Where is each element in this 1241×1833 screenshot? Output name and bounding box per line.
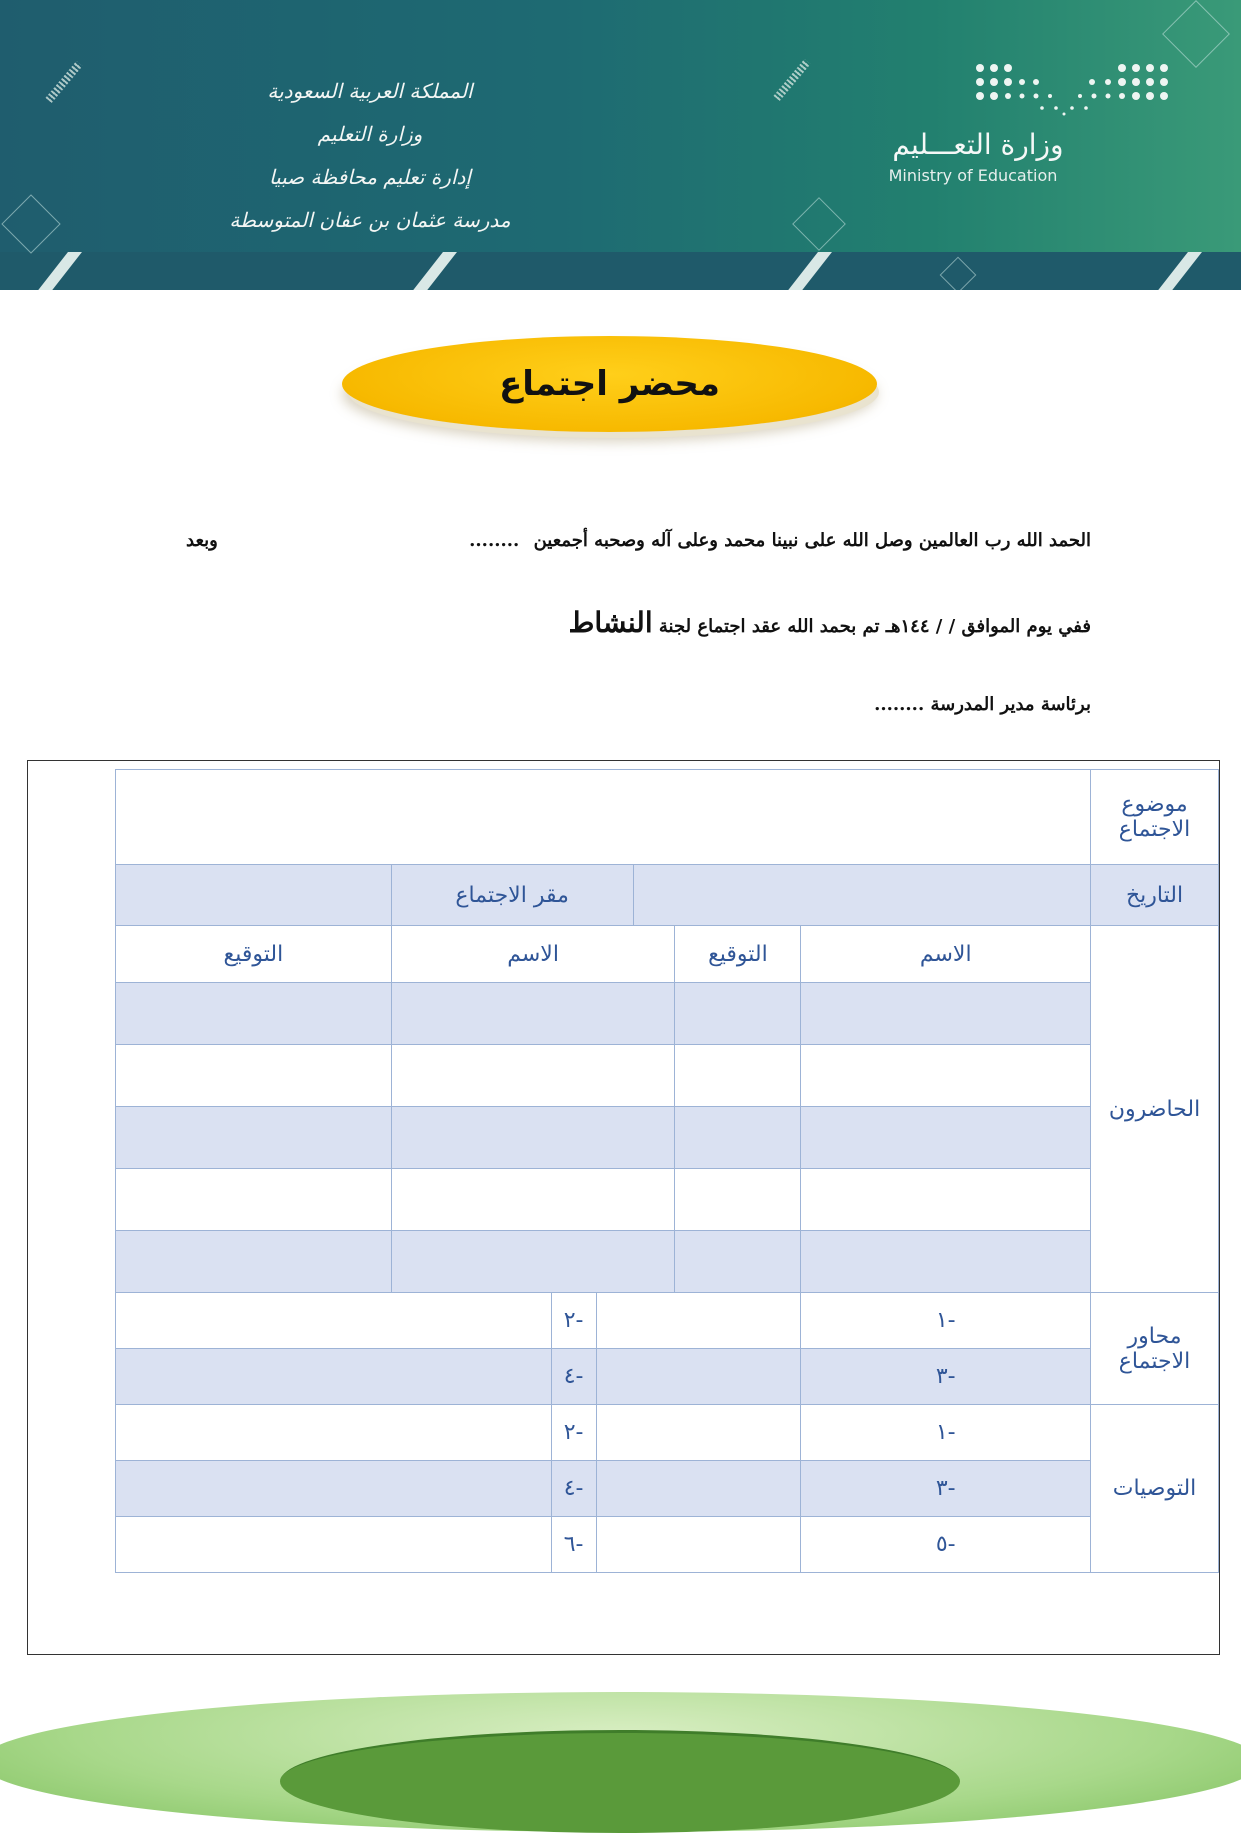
attendee-name-field[interactable] — [391, 1045, 675, 1107]
intro-line-praise — [131, 530, 1091, 551]
chair-text: برئاسة مدير المدرسة — [930, 694, 1091, 715]
attendee-name-field[interactable] — [391, 983, 675, 1045]
attendee-signature-field[interactable] — [116, 1107, 392, 1169]
committee-name: النشاط — [568, 606, 653, 639]
after-word: وبعد — [186, 530, 218, 551]
attendees-label: الحاضرون — [1091, 926, 1219, 1293]
attendee-signature-field[interactable] — [675, 1231, 801, 1293]
school-name: مدرسة عثمان بن عفان المتوسطة — [229, 208, 511, 232]
ministry-logo-english: Ministry of Education — [888, 166, 1058, 185]
diamond-ornament — [792, 197, 846, 251]
attendee-name-field[interactable] — [391, 1107, 675, 1169]
topic-field[interactable] — [116, 770, 1091, 865]
footer-inner-decoration — [280, 1730, 960, 1833]
item-number: -٣ — [801, 1461, 1091, 1517]
attendee-signature-field[interactable] — [116, 1169, 392, 1231]
praise-dots: ........ — [469, 530, 520, 551]
intro-line-chair — [131, 694, 1091, 715]
axis-field[interactable] — [116, 1293, 552, 1349]
attendee-signature-field[interactable] — [675, 983, 801, 1045]
item-number: -٥ — [801, 1517, 1091, 1573]
attendee-name-field[interactable] — [801, 983, 1091, 1045]
item-number: -٢ — [551, 1405, 596, 1461]
item-number: -١ — [801, 1293, 1091, 1349]
item-number: -٣ — [801, 1349, 1091, 1405]
attendee-name-field[interactable] — [801, 1169, 1091, 1231]
item-number: -٦ — [551, 1517, 596, 1573]
ministry-logo-icon — [972, 62, 1172, 118]
attendee-name-field[interactable] — [801, 1045, 1091, 1107]
axes-label: محاور الاجتماع — [1091, 1293, 1219, 1405]
intro-line-meeting — [131, 606, 1091, 639]
meeting-form-table — [115, 769, 1219, 1573]
diamond-ornament — [1162, 0, 1230, 68]
attendee-name-field[interactable] — [801, 1231, 1091, 1293]
praise-text: الحمد الله رب العالمين وصل الله على نبينا محمد وعلى آله وصحبه أجمعين — [533, 530, 1091, 551]
recommendation-field[interactable] — [596, 1405, 801, 1461]
item-number: -٢ — [551, 1293, 596, 1349]
country-name: المملكة العربية السعودية — [267, 79, 473, 103]
attendee-name-field[interactable] — [391, 1231, 675, 1293]
attendee-signature-field[interactable] — [116, 1231, 392, 1293]
name-header: الاسم — [801, 926, 1091, 983]
ministry-logo-arabic: وزارة التعـــليم — [892, 128, 1064, 161]
recommendation-field[interactable] — [596, 1517, 801, 1573]
attendee-signature-field[interactable] — [675, 1107, 801, 1169]
ministry-name: وزارة التعليم — [317, 122, 423, 146]
government-header-text — [160, 70, 580, 242]
diamond-ornament — [1, 194, 60, 253]
header-banner — [0, 0, 1241, 290]
attendee-name-field[interactable] — [801, 1107, 1091, 1169]
axis-field[interactable] — [596, 1293, 801, 1349]
meeting-date-text: ففي يوم الموافق / / ١٤٤هـ تم بحمد الله عقد اجتماع لجنة — [658, 616, 1091, 637]
hatch-ornament — [46, 61, 83, 103]
recommendation-field[interactable] — [596, 1461, 801, 1517]
name-header: الاسم — [391, 926, 675, 983]
venue-label: مقر الاجتماع — [391, 865, 633, 926]
item-number: -٤ — [551, 1461, 596, 1517]
date-label: التاريخ — [1091, 865, 1219, 926]
recommendations-label: التوصيات — [1091, 1405, 1219, 1573]
topic-label: موضوع الاجتماع — [1091, 770, 1219, 865]
axis-field[interactable] — [596, 1349, 801, 1405]
signature-header: التوقيع — [116, 926, 392, 983]
recommendation-field[interactable] — [116, 1517, 552, 1573]
item-number: -١ — [801, 1405, 1091, 1461]
hatch-ornament — [774, 59, 811, 101]
date-field[interactable] — [633, 865, 1091, 926]
education-department: إدارة تعليم محافظة صبيا — [269, 165, 471, 189]
signature-header: التوقيع — [675, 926, 801, 983]
attendee-signature-field[interactable] — [675, 1045, 801, 1107]
item-number: -٤ — [551, 1349, 596, 1405]
attendee-signature-field[interactable] — [675, 1169, 801, 1231]
attendee-signature-field[interactable] — [116, 1045, 392, 1107]
attendee-signature-field[interactable] — [116, 983, 392, 1045]
chair-dots: ........ — [874, 694, 925, 715]
axis-field[interactable] — [116, 1349, 552, 1405]
header-bottom-band — [0, 252, 1241, 290]
recommendation-field[interactable] — [116, 1405, 552, 1461]
recommendation-field[interactable] — [116, 1461, 552, 1517]
venue-field[interactable] — [116, 865, 392, 926]
document-title: محضر اجتماع — [342, 336, 877, 432]
attendee-name-field[interactable] — [391, 1169, 675, 1231]
